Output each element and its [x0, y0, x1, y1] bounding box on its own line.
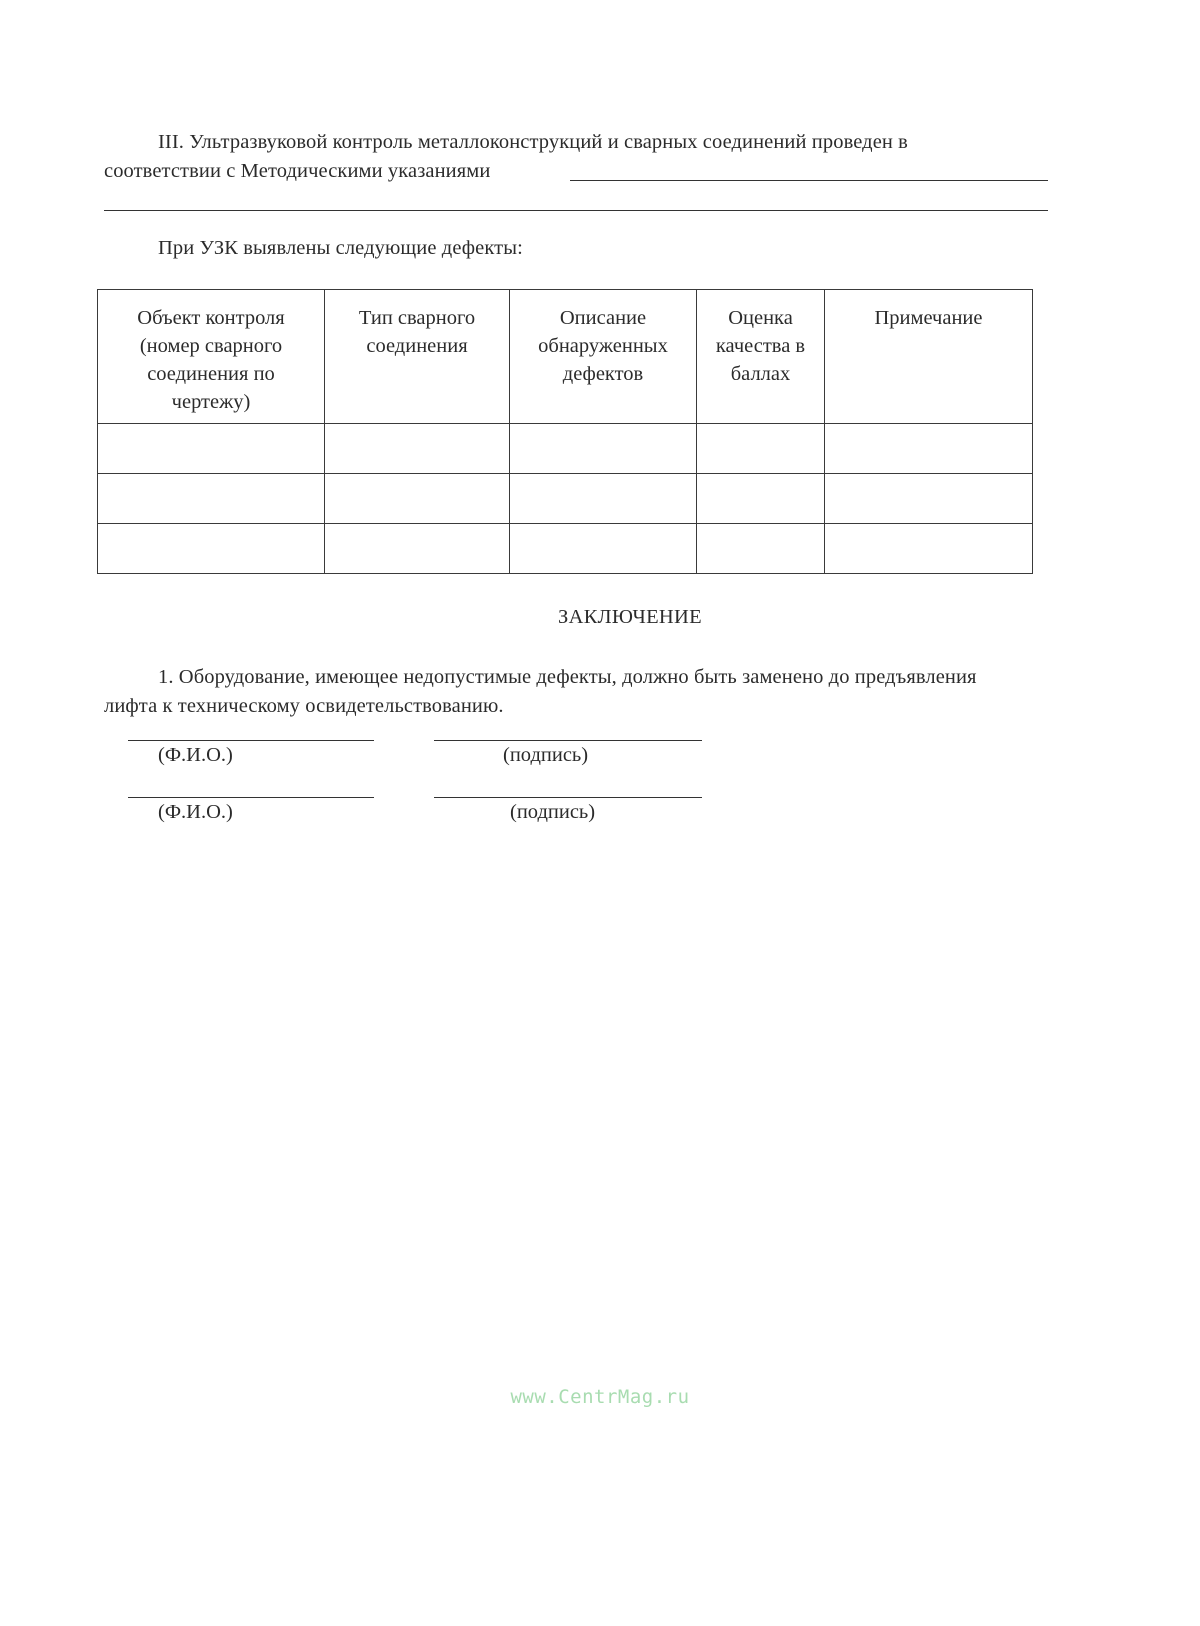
header-quality-score [697, 290, 825, 424]
name-label: (Ф.И.О.) [158, 801, 233, 823]
header-line: Оценка [728, 307, 793, 329]
signature-line[interactable] [434, 797, 702, 798]
table-row [98, 424, 1033, 474]
name-signature-line[interactable] [128, 797, 374, 798]
table-cell[interactable] [697, 524, 825, 574]
header-line: дефектов [562, 363, 644, 385]
header-line: соединения по [147, 363, 275, 385]
name-signature-line[interactable] [128, 740, 374, 741]
table-cell[interactable] [325, 474, 510, 524]
header-line: Объект контроля [137, 307, 285, 329]
header-line: обнаруженных [538, 335, 668, 357]
conclusion-text-line1: 1. Оборудование, имеющее недопустимые дефекты, должно быть заменено до предъявления [158, 666, 977, 688]
header-line: Описание [559, 307, 647, 329]
section-3-text-line1: III. Ультразвуковой контроль металлоконструкций и сварных соединений проведен в [158, 131, 908, 153]
header-defect-description [510, 290, 697, 424]
section-3-text-line2: соответствии с Методическими указаниями [104, 160, 491, 182]
name-label: (Ф.И.О.) [158, 744, 233, 766]
header-line: (номер сварного [139, 335, 283, 357]
table-cell[interactable] [825, 524, 1033, 574]
table-cell[interactable] [325, 524, 510, 574]
header-weld-type [325, 290, 510, 424]
table-cell[interactable] [825, 474, 1033, 524]
table-cell[interactable] [510, 474, 697, 524]
table-row [98, 524, 1033, 574]
table-cell[interactable] [697, 474, 825, 524]
table-cell[interactable] [98, 474, 325, 524]
signature-label: (подпись) [503, 744, 589, 766]
header-control-object [98, 290, 325, 424]
table-cell[interactable] [825, 424, 1033, 474]
table-row [98, 474, 1033, 524]
table-cell[interactable] [697, 424, 825, 474]
method-guidelines-fill-line-2 [104, 210, 1048, 211]
header-line: баллах [730, 363, 791, 385]
header-line: качества в [715, 335, 806, 357]
method-guidelines-fill-line [570, 180, 1048, 181]
table-cell[interactable] [510, 424, 697, 474]
table-cell[interactable] [325, 424, 510, 474]
defects-intro-text: При УЗК выявлены следующие дефекты: [158, 237, 523, 259]
header-note [825, 290, 1033, 424]
table-cell[interactable] [98, 524, 325, 574]
header-line: соединения [366, 335, 468, 357]
watermark-text: www.CentrMag.ru [510, 1386, 690, 1408]
conclusion-title: ЗАКЛЮЧЕНИЕ [558, 606, 702, 628]
signature-label: (подпись) [510, 801, 596, 823]
header-line: Примечание [874, 307, 983, 329]
signature-line[interactable] [434, 740, 702, 741]
defects-table [97, 289, 1033, 574]
table-cell[interactable] [98, 424, 325, 474]
conclusion-text-line2: лифта к техническому освидетельствованию. [104, 695, 504, 717]
table-cell[interactable] [510, 524, 697, 574]
header-line: Тип сварного [358, 307, 476, 329]
header-line: чертежу) [171, 391, 251, 413]
table-header-row [98, 290, 1033, 424]
